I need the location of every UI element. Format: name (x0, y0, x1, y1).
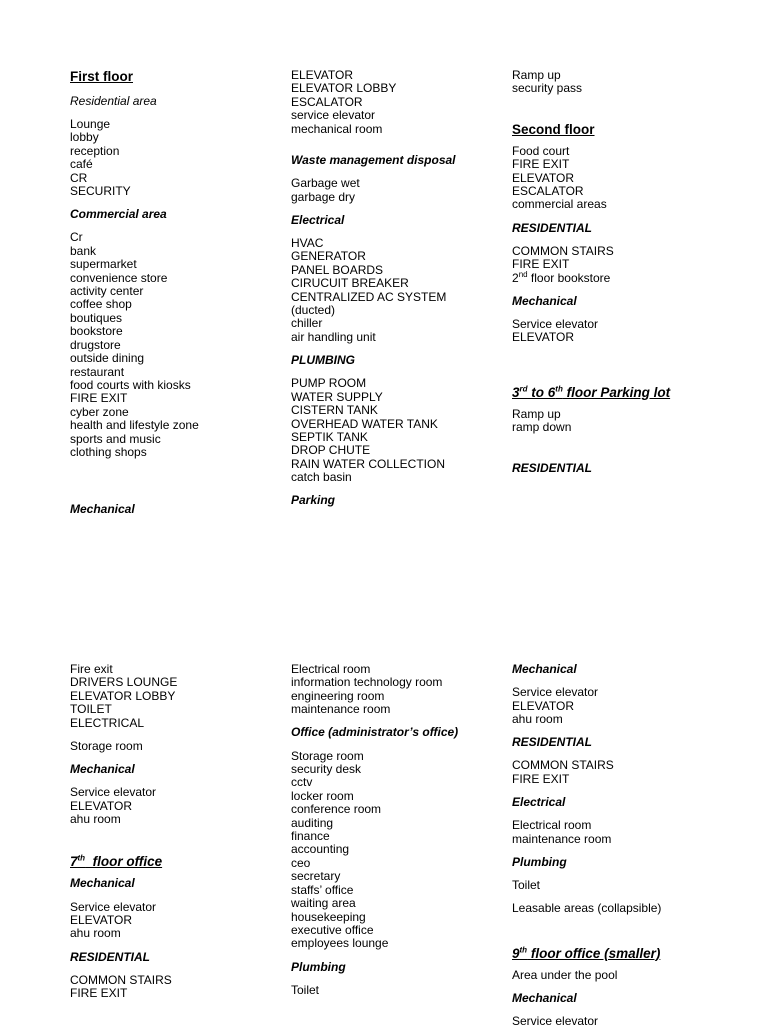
list-item-cut: Service elevator (512, 1014, 599, 1028)
list-item: COMMON STAIRS (70, 972, 172, 987)
plumbing-heading: Plumbing (512, 854, 567, 869)
list-item: Storage room (291, 748, 364, 763)
list-item: food courts with kiosks (70, 377, 191, 392)
list-item: sports and music (70, 431, 161, 446)
parking-floor-label: floor Parking lot (562, 384, 671, 400)
list-item: bookstore (70, 324, 123, 339)
plumbing-list (291, 377, 506, 484)
column-parking-services (70, 663, 285, 1001)
list-item: bank (70, 243, 97, 258)
list-item: Food court (512, 143, 570, 158)
parking-heading: Parking (291, 493, 336, 508)
list-item: security desk (291, 762, 362, 777)
list-item: COMMON STAIRS (512, 758, 614, 773)
list-item: ELEVATOR (512, 330, 575, 345)
list-item: CIRUCUIT BREAKER (291, 276, 409, 291)
list-item: CENTRALIZED AC SYSTEM (291, 289, 447, 304)
commercial-area-heading: Commercial area (70, 207, 167, 222)
list-item: locker room (291, 788, 354, 803)
list-item: Service elevator (70, 785, 157, 800)
mechanical-heading: Mechanical (70, 762, 135, 777)
list-item: maintenance room (291, 702, 391, 717)
list-item: TOILET (70, 702, 112, 717)
residential-list (70, 118, 285, 198)
office-floor-label: floor office (85, 854, 163, 870)
plumbing-heading: PLUMBING (291, 353, 355, 368)
list-item: PUMP ROOM (291, 376, 367, 391)
list-item: FIRE EXIT (512, 257, 570, 272)
list-item: restaurant (70, 364, 125, 379)
list-item: cctv (291, 775, 313, 790)
list-item: Toilet (512, 878, 541, 893)
list-item: ahu room (512, 712, 563, 727)
bookstore-floor-number: 2 (512, 270, 519, 285)
electrical-list (512, 819, 727, 846)
residential-heading: RESIDENTIAL (512, 735, 593, 750)
list-item: ramp down (512, 420, 572, 435)
list-item: Toilet (291, 982, 320, 997)
plumbing-list (291, 984, 506, 997)
plumbing-heading: Plumbing (291, 959, 346, 974)
list-item: auditing (291, 815, 334, 830)
list-item: health and lifestyle zone (70, 418, 199, 433)
list-item: supermarket (70, 257, 137, 272)
list-item: WATER SUPPLY (291, 389, 383, 404)
list-item: CR (70, 170, 88, 185)
office-ordinal: th (77, 853, 86, 863)
list-item: ELECTRICAL (70, 715, 145, 730)
list-item: DRIVERS LOUNGE (70, 675, 178, 690)
list-item: Service elevator (512, 317, 599, 332)
parking-ordinal-end: th (555, 384, 563, 394)
list-item: housekeeping (291, 909, 366, 924)
leasable-areas: Leasable areas (collapsible) (512, 901, 662, 916)
residential-list (70, 974, 285, 1001)
list-item: Service elevator (512, 685, 599, 700)
mechanical-heading-2: Mechanical (512, 990, 577, 1005)
residential-heading: RESIDENTIAL (512, 220, 593, 235)
residential-heading-2: RESIDENTIAL (512, 460, 593, 475)
list-item: Garbage wet (291, 176, 360, 191)
office-floor-number: 7 (70, 854, 78, 870)
list-item: accounting (291, 842, 350, 857)
list-item: lobby (70, 130, 99, 145)
list-item: drugstore (70, 337, 121, 352)
column-first-floor (70, 69, 285, 517)
list-item: ELEVATOR LOBBY (70, 688, 176, 703)
list-item: café (70, 157, 93, 172)
list-item: Service elevator (70, 899, 157, 914)
list-item: ELEVATOR (512, 170, 575, 185)
list-item: FIRE EXIT (512, 157, 570, 172)
list-item: CISTERN TANK (291, 403, 378, 418)
list-item: conference room (291, 802, 382, 817)
list-item: DROP CHUTE (291, 443, 371, 458)
parking-ordinal-start: rd (519, 384, 528, 394)
list-item: Fire exit (70, 662, 113, 676)
list-item: executive office (291, 922, 374, 937)
list-item: OVERHEAD WATER TANK (291, 416, 438, 431)
mechanical-heading: Mechanical (512, 293, 577, 308)
mechanical-heading-2: Mechanical (70, 876, 135, 891)
list-item: service elevator (291, 108, 376, 123)
waste-heading: Waste management disposal (291, 153, 456, 168)
list-item: clothing shops (70, 444, 147, 459)
list-item: SEPTIK TANK (291, 429, 368, 444)
second-floor-list (512, 145, 727, 212)
list-item: ESCALATOR (512, 184, 584, 199)
list-item: ELEVATOR (512, 698, 575, 713)
list-item: Electrical room (512, 818, 592, 833)
list-item: maintenance room (512, 831, 612, 846)
list-item: Electrical room (291, 662, 371, 676)
residential-list (512, 245, 727, 285)
electrical-list (291, 237, 506, 344)
parking-lot-heading (512, 385, 727, 401)
list-item: Lounge (70, 117, 111, 131)
list-item: secretary (291, 869, 341, 884)
office-ordinal: th (519, 945, 528, 955)
pool-area: Area under the pool (512, 967, 618, 982)
storage-room: Storage room (70, 738, 143, 753)
list-item: GENERATOR (291, 249, 366, 264)
list-item: FIRE EXIT (512, 771, 570, 786)
mechanical-list (512, 686, 727, 726)
parking-floor-mid: to 6 (527, 384, 556, 400)
list-item: COMMON STAIRS (512, 243, 614, 258)
column-ninth-floor (512, 663, 727, 1028)
list-item: information technology room (291, 675, 443, 690)
column-second-floor (512, 69, 727, 475)
office-heading: Office (administrator’s office) (291, 725, 459, 740)
mechanical-list-2 (70, 901, 285, 941)
list-item: catch basin (291, 470, 352, 485)
mechanical-list (70, 786, 285, 826)
list-item: HVAC (291, 236, 324, 251)
list-item-bookstore (512, 269, 727, 285)
list-item: ELEVATOR (70, 913, 133, 928)
parking-floor-start: 3 (512, 384, 520, 400)
mechanical-list (291, 69, 506, 136)
list-item: cyber zone (70, 404, 129, 419)
parking-list (512, 408, 727, 435)
top-list (70, 663, 285, 730)
list-item: Ramp up (512, 406, 561, 421)
list-item: mechanical room (291, 121, 383, 136)
list-item: engineering room (291, 688, 385, 703)
list-item: activity center (70, 284, 144, 299)
column-office (291, 663, 506, 997)
list-item: SECURITY (70, 184, 131, 199)
waste-list (291, 177, 506, 204)
office-floor-label: floor office (smaller) (527, 945, 661, 961)
ninth-floor-heading (512, 946, 727, 962)
list-item: staffs’ office (291, 882, 354, 897)
residential-area-heading: Residential area (70, 93, 157, 108)
seventh-floor-heading (70, 854, 285, 870)
second-floor-heading: Second floor (512, 121, 595, 137)
list-item: ELEVATOR (291, 68, 354, 82)
column-services (291, 69, 506, 508)
list-item: ahu room (70, 812, 121, 827)
list-item: FIRE EXIT (70, 391, 128, 406)
first-floor-heading: First floor (70, 69, 133, 84)
electrical-heading: Electrical (512, 795, 566, 810)
list-item: ELEVATOR (70, 798, 133, 813)
list-item: finance (291, 829, 330, 844)
list-item: ceo (291, 855, 311, 870)
list-item: Cr (70, 230, 83, 245)
list-item: outside dining (70, 351, 145, 366)
mechanical-heading: Mechanical (512, 662, 577, 676)
top-list (291, 663, 506, 717)
list-item: (ducted) (291, 303, 336, 318)
list-item: chiller (291, 316, 323, 331)
list-item: air handling unit (291, 329, 376, 344)
list-item: ahu room (70, 926, 121, 941)
list-item: FIRE EXIT (70, 986, 128, 1001)
plumbing-list (512, 879, 727, 892)
list-item: employees lounge (291, 936, 389, 951)
mechanical-heading: Mechanical (70, 502, 135, 517)
list-item: boutiques (70, 310, 123, 325)
office-floor-number: 9 (512, 945, 520, 961)
list-item: ELEVATOR LOBBY (291, 81, 397, 96)
list-item: ESCALATOR (291, 94, 363, 109)
list-item: garbage dry (291, 189, 356, 204)
list-item: PANEL BOARDS (291, 262, 384, 277)
list-item: reception (70, 143, 120, 158)
list-item: Ramp up (512, 68, 561, 82)
mechanical-list (512, 318, 727, 345)
list-item: coffee shop (70, 297, 132, 312)
residential-heading: RESIDENTIAL (70, 949, 151, 964)
list-item: waiting area (291, 896, 356, 911)
list-item: convenience store (70, 270, 168, 285)
bookstore-label: floor bookstore (527, 270, 611, 285)
residential-list (512, 759, 727, 786)
bookstore-ordinal: nd (518, 269, 528, 279)
office-list (291, 750, 506, 951)
electrical-heading: Electrical (291, 212, 345, 227)
list-item: security pass (512, 81, 583, 96)
list-item: commercial areas (512, 197, 607, 212)
top-list (512, 69, 727, 96)
commercial-list (70, 231, 285, 459)
list-item: RAIN WATER COLLECTION (291, 456, 446, 471)
